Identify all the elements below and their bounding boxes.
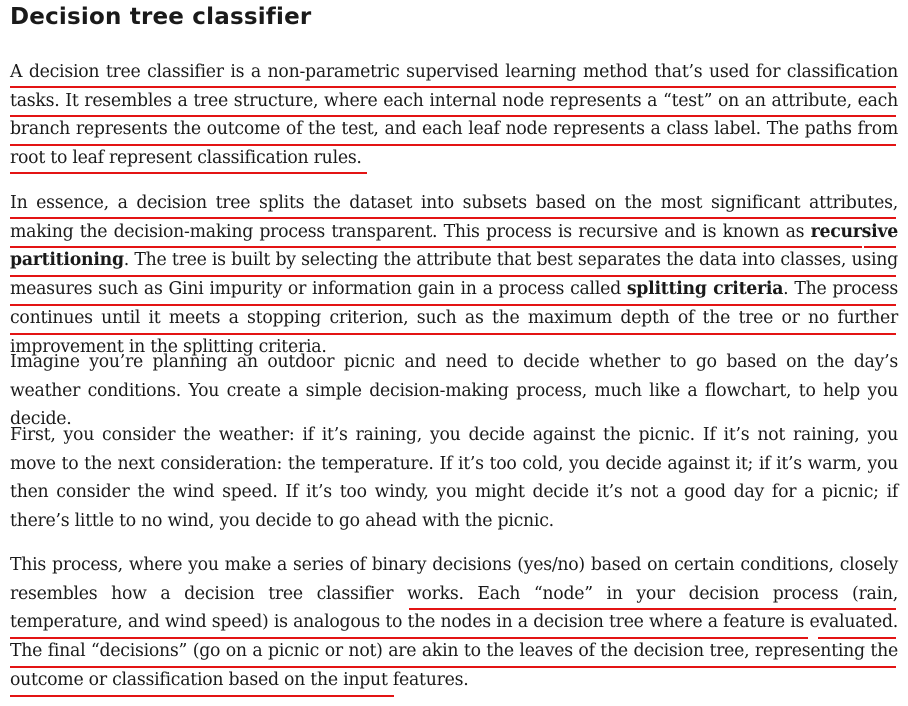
term-splitting-criteria: splitting criteria <box>626 279 784 300</box>
highlight-underline <box>409 608 896 610</box>
paragraph-text: First, you consider the weather: if it’s raining, you decide against the picnic. If it’s not raining, you move to the next consideration: the temperature. If it’s too cold, you decide against it; if it’s warm, you then consider the wind speed. If it’s too windy, you might decide it’s not a good day for a picnic; if there’s little to no wind, you decide to go ahead with the picnic. <box>10 425 898 532</box>
highlight-underline <box>10 666 896 668</box>
highlight-underline <box>10 304 896 306</box>
paragraph-text: . The process continues until it meets a stopping criterion, such as the maximum depth of the tree or no further improvement in the splitting criteria. <box>10 279 898 357</box>
highlight-underline <box>10 246 862 248</box>
section-title: Decision tree classifier <box>10 4 312 30</box>
highlight-underline <box>10 333 896 335</box>
paragraph-text: . The tree is built by selecting the attribute that best separates the data into classes, using measures such as Gini impurity or information gain in a process called <box>10 250 898 300</box>
paragraph-text: A decision tree classifier is a non-parametric supervised learning method that’s used for classification tasks. It resembles a tree structure, where each internal node represents a “test” on an attribute, each branch represents the outcome of the test, and each leaf node represents a class label. The paths from root to leaf represent classification rules. <box>10 62 898 169</box>
highlight-underline <box>864 246 896 248</box>
highlight-underline <box>10 115 896 117</box>
paragraph-text: Imagine you’re planning an outdoor picnic and need to decide whether to go based on the day’s weather conditions. You create a simple decision-making process, much like a flowchart, to help you decide. <box>10 352 898 430</box>
paragraph-analogy <box>10 551 898 695</box>
term-recursive-partitioning: recursive partitioning <box>10 221 898 271</box>
paragraph-picnic-steps <box>10 421 898 536</box>
highlight-underline <box>10 275 896 277</box>
highlight-underline <box>818 637 896 639</box>
highlight-underline <box>10 172 367 174</box>
highlight-underline <box>10 637 808 639</box>
highlight-underline <box>10 217 896 219</box>
highlight-underline <box>10 144 896 146</box>
highlight-underline <box>10 86 896 88</box>
highlight-underline <box>10 695 394 697</box>
paragraph-text: In essence, a decision tree splits the dataset into subsets based on the most significant attributes, making the decision-making process transparent. This process is recursive and is known as <box>10 193 898 242</box>
paragraph-text: This process, where you make a series of binary decisions (yes/no) based on certain conditions, closely resembles how a decision tree classifier works. Each “node” in your decision process (rain, temperature, and wind speed) is analogous to the nodes in a decision tree where a feature is evaluated. The final “decisions” (go on a picnic or not) are akin to the leaves of the decision tree, representing the outcome or classification based on the input features. <box>10 555 898 690</box>
